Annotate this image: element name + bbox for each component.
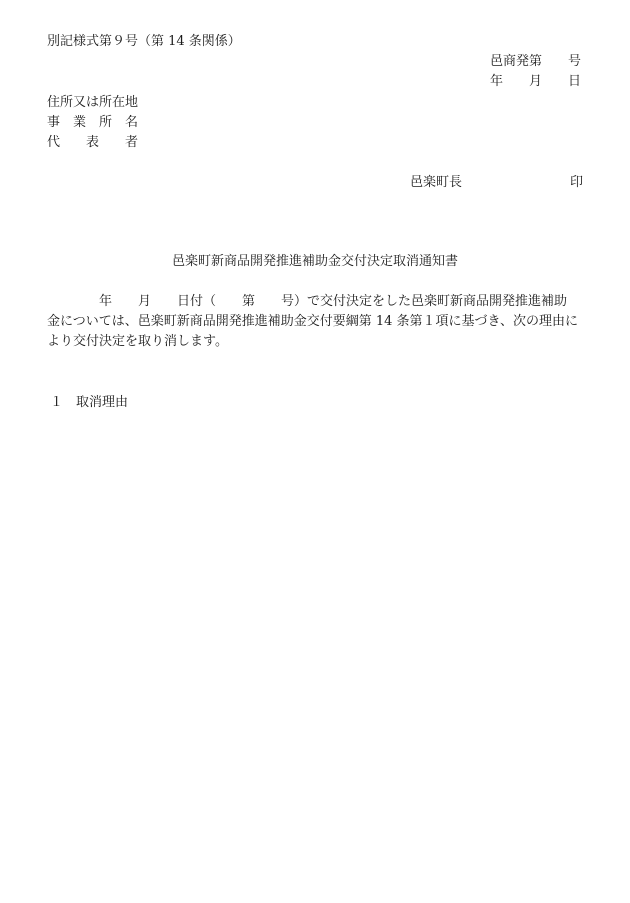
notice-body-line: より交付決定を取り消します。 — [47, 334, 228, 349]
recipient-representative-label: 代 表 者 — [47, 135, 139, 150]
notice-body-line: 金については、邑楽町新商品開発推進補助金交付要綱第 14 条第１項に基づき、次の理由に — [47, 314, 579, 329]
document-date: 年 月 日 — [490, 74, 582, 89]
seal-mark: 印 — [570, 175, 584, 190]
form-number-label: 別記様式第９号（第 14 条関係） — [47, 34, 241, 49]
document-title: 邑楽町新商品開発推進補助金交付決定取消通知書 — [171, 254, 458, 269]
recipient-address-label: 住所又は所在地 — [47, 95, 139, 110]
document-number: 邑商発第 号 — [490, 54, 582, 69]
issuer-name: 邑楽町長 — [410, 175, 463, 190]
recipient-business-name-label: 事 業 所 名 — [47, 115, 139, 130]
notice-body — [47, 292, 587, 352]
notice-body-line: 年 月 日付（ 第 号）で交付決定をした邑楽町新商品開発推進補助 — [47, 294, 568, 309]
section-cancellation-reason: １ 取消理由 — [50, 395, 129, 410]
